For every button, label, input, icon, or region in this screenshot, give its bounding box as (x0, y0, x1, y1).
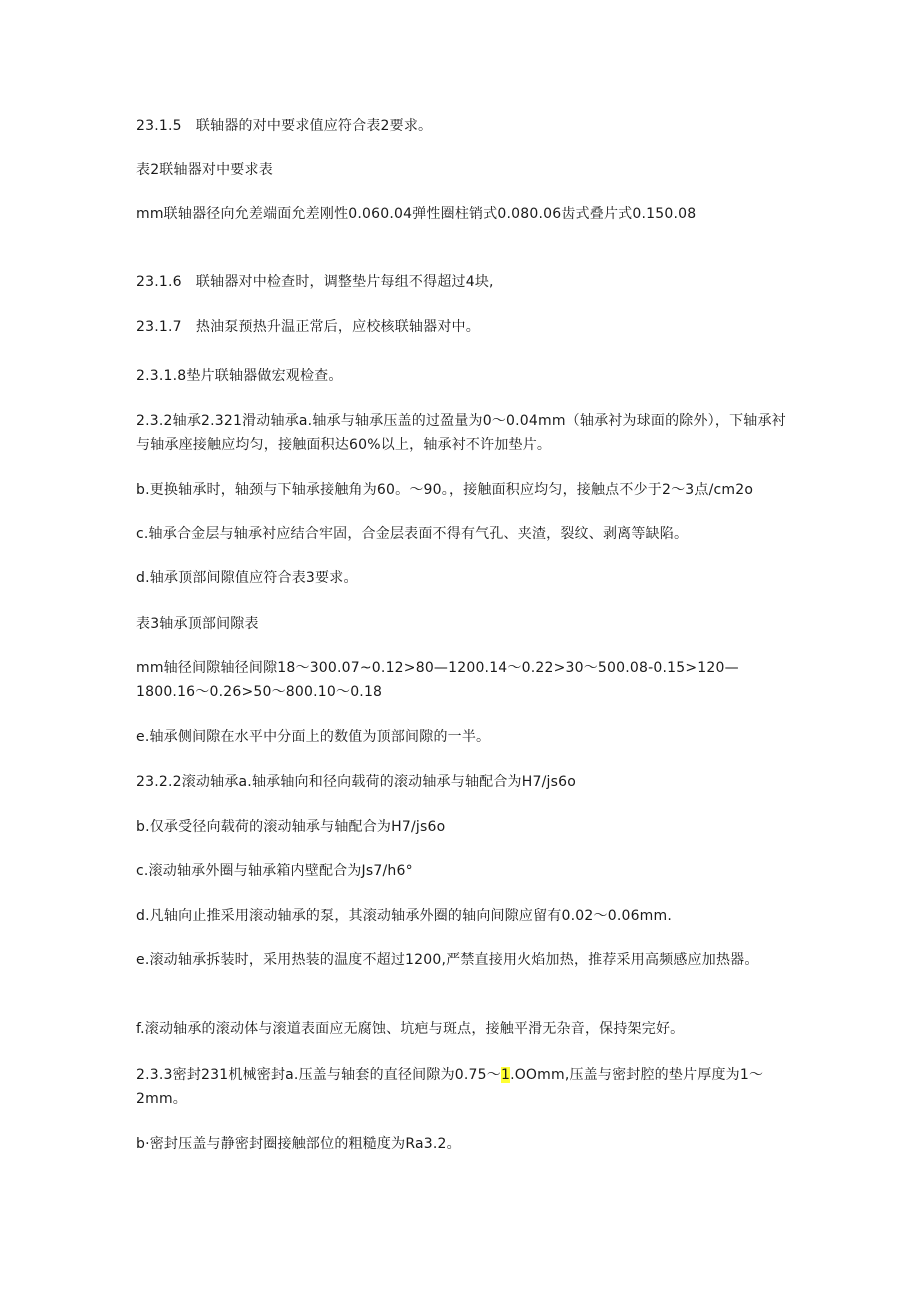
seal-text-before: 2.3.3密封231机械密封a.压盖与轴套的直径间隙为0.75～ (136, 1067, 501, 1083)
highlighted-text: 1 (500, 1067, 511, 1083)
table-2-caption: 表2联轴器对中要求表 (136, 162, 273, 178)
paragraph-d-axial-clearance: d.凡轴向止推采用滚动轴承的泵，其滚动轴承外圈的轴向间隙应留有0.02～0.06mm. (136, 908, 673, 924)
section-23-1-5: 23.1.5 联轴器的对中要求值应符合表2要求。 (136, 118, 433, 134)
section-2-3-3-seal (136, 1063, 796, 1111)
section-23-2-2-rolling-bearing: 23.2.2滚动轴承a.轴承轴向和径向载荷的滚动轴承与轴配合为H7/js6o (136, 774, 576, 790)
section-23-1-6: 23.1.6 联轴器对中检查时，调整垫片每组不得超过4块, (136, 274, 494, 290)
paragraph-e-side-clearance: e.轴承侧间隙在水平中分面上的数值为顶部间隙的一半。 (136, 729, 491, 745)
section-2-3-1-8: 2.3.1.8垫片联轴器做宏观检查。 (136, 368, 343, 384)
paragraph-d-top-clearance: d.轴承顶部间隙值应符合表3要求。 (136, 570, 358, 586)
section-23-1-7: 23.1.7 热油泵预热升温正常后，应校核联轴器对中。 (136, 319, 480, 335)
paragraph-b-radial-load: b.仅承受径向载荷的滚动轴承与轴配合为H7/js6o (136, 819, 446, 835)
paragraph-e-hot-mounting: e.滚动轴承拆装时，采用热装的温度不超过1200,严禁直接用火焰加热，推荐采用高频感应加热器。 (136, 952, 759, 968)
paragraph-b-bearing-replace: b.更换轴承时，轴颈与下轴承接触角为60。～90。，接触面积应均匀，接触点不少于2～3点/cm2o (136, 482, 754, 498)
seal-text-after: .OOmm,压盖与密封腔的垫片厚度为1～2mm。 (136, 1067, 764, 1107)
table-3-content: mm轴径间隙轴径间隙18～300.07~0.12>80—1200.14～0.22>30～500.08-0.15>120—1800.16～0.26>50～800.10～0.18 (136, 660, 739, 700)
section-2-3-2-sliding-bearing: 2.3.2轴承2.321滑动轴承a.轴承与轴承压盖的过盈量为0～0.04mm（轴承衬为球面的除外），下轴承衬与轴承座接触应均匀，接触面积达60%以上，轴承衬不许加垫片。 (136, 413, 786, 453)
table-2-content: mm联轴器径向允差端面允差刚性0.060.04弹性圈柱销式0.080.06齿式叠片式0.150.08 (136, 206, 697, 222)
paragraph-b-seal-roughness: b·密封压盖与静密封圈接触部位的粗糙度为Ra3.2。 (136, 1136, 461, 1152)
paragraph-c-outer-ring: c.滚动轴承外圈与轴承箱内壁配合为Js7/h6° (136, 863, 413, 879)
paragraph-c-bearing-alloy: c.轴承合金层与轴承衬应结合牢固，合金层表面不得有气孔、夹渣，裂纹、剥离等缺陷。 (136, 526, 689, 542)
paragraph-f-rolling-surface: f.滚动轴承的滚动体与滚道表面应无腐蚀、坑疤与斑点，接触平滑无杂音，保持架完好。 (136, 1021, 685, 1037)
table-3-caption: 表3轴承顶部间隙表 (136, 616, 259, 632)
